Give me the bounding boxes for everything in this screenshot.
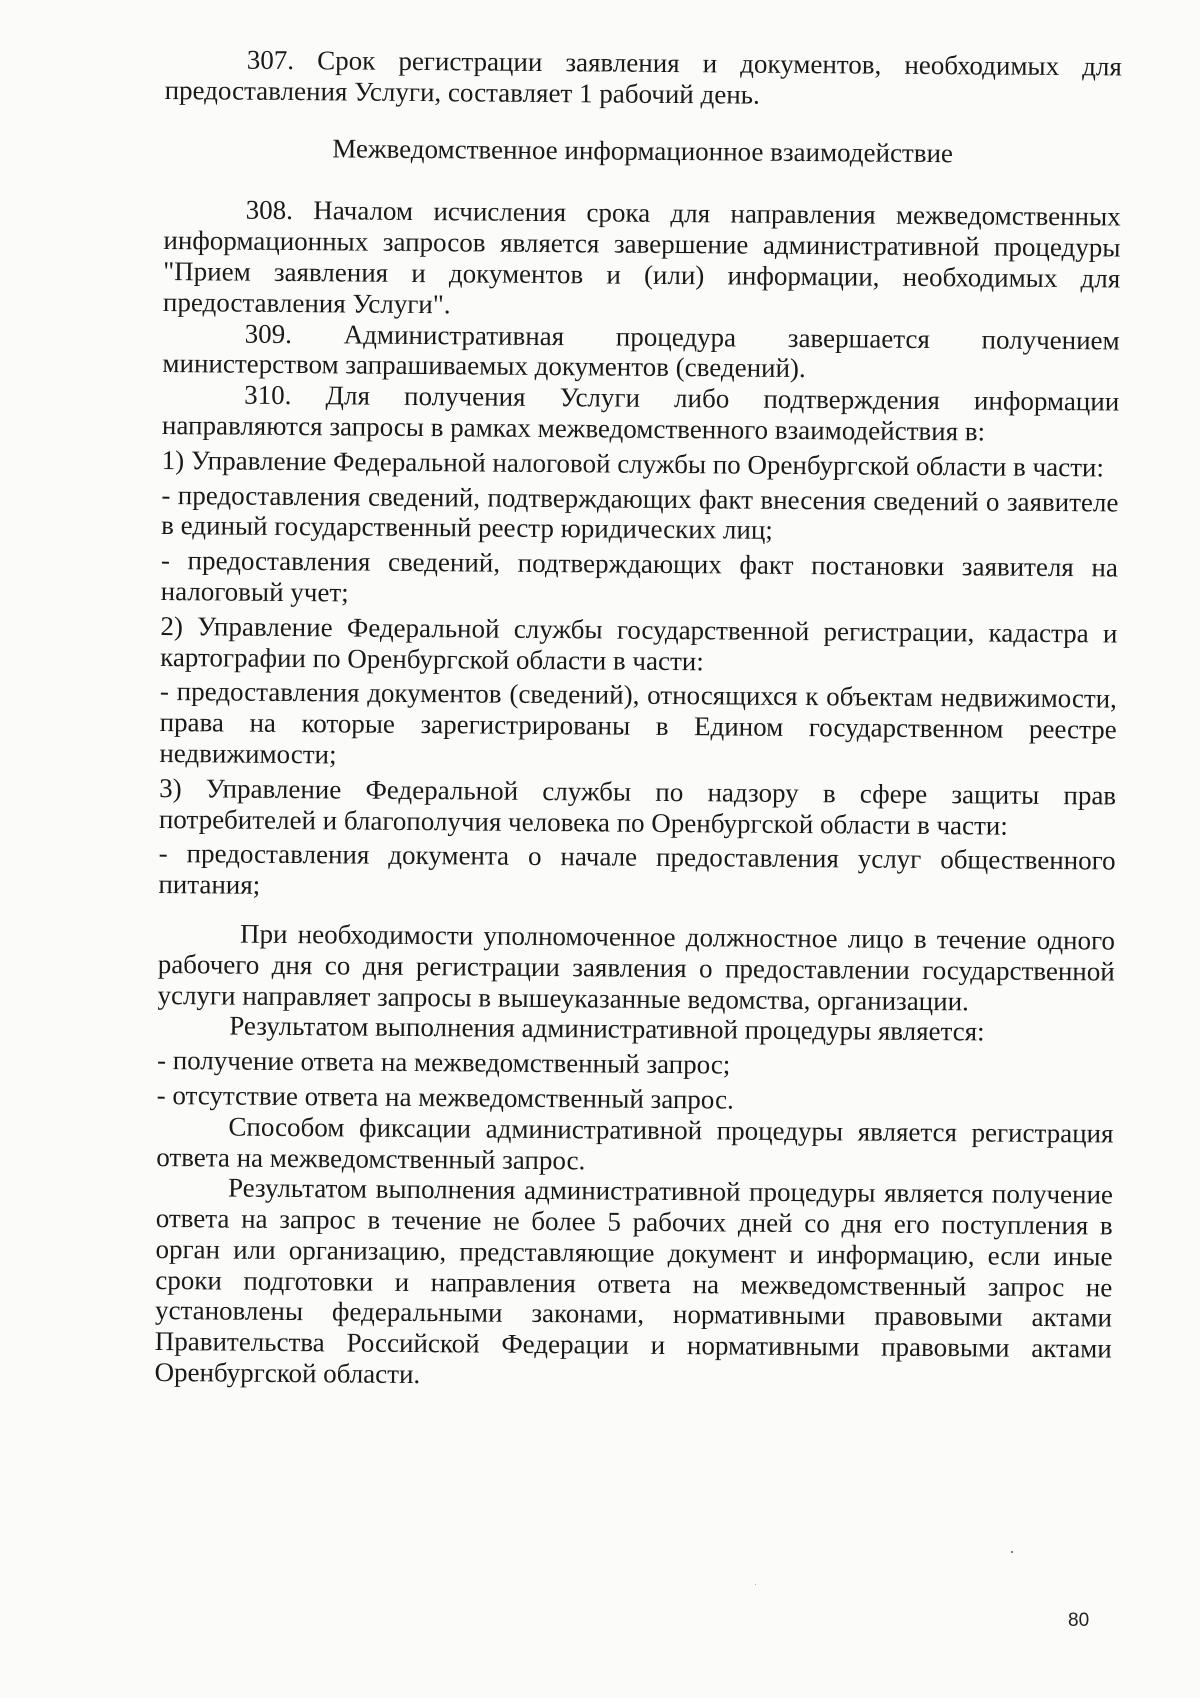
document-body xyxy=(154,44,1122,1395)
scan-speck xyxy=(755,1584,756,1585)
list-item-3: 3) Управление Федеральной службы по надзору в сфере защиты прав потребителей и благополучия человека по Оренбургской области в части: xyxy=(158,772,1117,841)
list-item-1-b: - предоставления сведений, подтверждающих факт постановки заявителя на налоговый учет; xyxy=(160,545,1119,608)
list-item-3-a: - предоставления документа о начале предоставления услуг общественного питания; xyxy=(158,838,1116,900)
list-item-1: 1) Управление Федеральной налоговой службы по Оренбургской области в части: xyxy=(161,444,1105,483)
page-number: 80 xyxy=(1068,1610,1090,1631)
list-item-2-a: - предоставления документов (сведений), относящихся к объектам недвижимости, права на которые зарегистрированы в Едином государственном реестре недвижимости; xyxy=(159,676,1118,770)
paragraph-fixation: Способом фиксации административной процедуры является регистрация ответа на межведомственный запрос. xyxy=(156,1111,1114,1175)
paragraph-308: 308. Началом исчисления срока для направления межведомственных информационных запросов является завершение административной процедуры "Прием заявления и документов и (или) информации, необходимых для предоставления Услуги". xyxy=(162,195,1121,320)
list-item-1-a: - предоставления сведений, подтверждающих факт внесения сведений о заявителе в единый государственный реестр юридических лиц; xyxy=(161,479,1119,546)
paragraph-necessity: При необходимости уполномоченное должностное лицо в течение одного рабочего дня со дня регистрации заявления о предоставлении государственной услуги направляет запросы в вышеуказанные ведомства, организации. xyxy=(157,918,1116,1016)
paragraph-309: 309. Административная процедура завершается получением министерством запрашиваемых документов (сведений). xyxy=(162,318,1120,384)
paragraph-307: 307. Срок регистрации заявления и документов, необходимых для предоставления Услуги, составляет 1 рабочий день. xyxy=(164,44,1122,110)
result-item-received: - получение ответа на межведомственный запрос; xyxy=(156,1045,731,1080)
section-heading: Межведомственное информационное взаимодействие xyxy=(332,132,954,168)
result-item-absent: - отсутствие ответа на межведомственный запрос. xyxy=(156,1079,734,1115)
paragraph-result-intro: Результатом выполнения административной процедуры является: xyxy=(229,1010,985,1047)
list-item-2: 2) Управление Федеральной службы государственной регистрации, кадастра и картографии по Оренбургской области в части: xyxy=(160,610,1118,676)
scan-speck xyxy=(1011,1551,1013,1553)
paragraph-310: 310. Для получения Услуги либо подтверждения информации направляются запросы в рамках межведомственного взаимодействия в: xyxy=(161,379,1120,447)
paragraph-result-deadline: Результатом выполнения административной процедуры является получение ответа на запрос в течение не более 5 рабочих дней со дня его поступления в орган или организацию, представляющие документ и информацию, если иные сроки подготовки и направления ответа на межведомственный запрос не установлены федеральными законами, нормативными правовыми актами Правительства Российской Федерации и нормативными правовыми актами Оренбургской области. xyxy=(154,1172,1114,1390)
